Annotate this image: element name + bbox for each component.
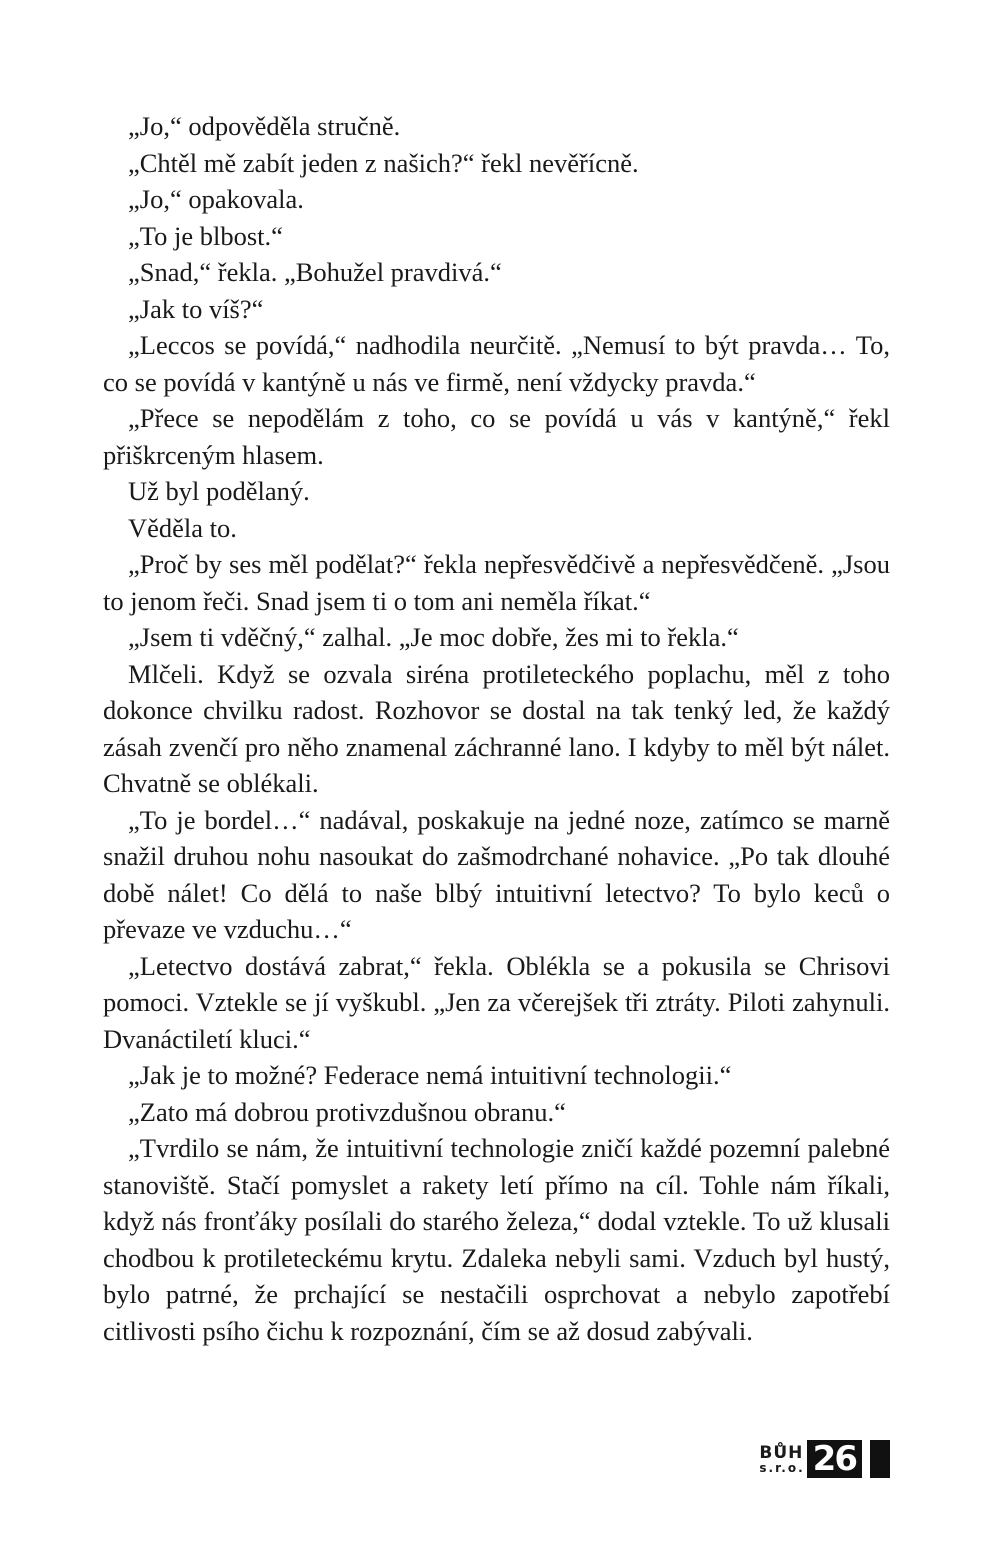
paragraph-18: „Tvrdilo se nám, že intuitivní technologie zničí každé pozemní palebné stanoviště. Stačí pomyslet a rakety letí přímo na cíl. Tohle nám říkali, když nás fronťáky posílali do starého železa,“ dodal vztekle. To už klusali chodbou k protileteckému krytu. Zdaleka nebyli sami. Vzduch byl hustý, bylo patrné, že prchající se nestačili osprchovat a nebylo zapotřebí citlivosti psího čichu k rozpoznání, čím se až dosud zabývali. xyxy=(103,1133,890,1346)
paragraph-7: „Leccos se povídá,“ nadhodila neurčitě. „Nemusí to být pravda… To, co se povídá v kantýně u nás ve firmě, není vždycky pravda.“ xyxy=(103,330,890,397)
page-footer xyxy=(759,1440,890,1478)
page-number: 26 xyxy=(807,1440,862,1478)
paragraph-11: „Proč by ses měl podělat?“ řekla nepřesvědčivě a nepřesvědčeně. „Jsou to jenom řeči. Snad jsem ti o tom ani neměla říkat.“ xyxy=(103,549,890,616)
paragraph-14: „To je bordel…“ nadával, poskakuje na jedné noze, zatímco se marně snažil druhou nohu nasoukat do zašmodrchané nohavice. „Po tak dlouhé době nálet! Co dělá to naše blbý intuitivní letectvo? To bylo keců o převaze ve vzduchu…“ xyxy=(103,804,890,944)
paragraph-8: „Přece se nepodělám z toho, co se povídá u vás v kantýně,“ řekl přiškrceným hlasem. xyxy=(103,403,890,470)
paragraph-12: „Jsem ti vděčný,“ zalhal. „Je moc dobře, žes mi to řekla.“ xyxy=(128,622,739,652)
paragraph-9: Už byl podělaný. xyxy=(128,476,310,506)
paragraph-15: „Letectvo dostává zabrat,“ řekla. Oblékla se a pokusila se Chrisovi pomoci. Vztekle se jí vyškubl. „Jen za včerejšek tři ztráty. Piloti zahynuli. Dvanáctiletí kluci.“ xyxy=(103,950,890,1054)
paragraph-4: „To je blbost.“ xyxy=(128,220,283,251)
paragraph-10: Věděla to. xyxy=(128,512,237,543)
paragraph-5: „Snad,“ řekla. „Bohužel pravdivá.“ xyxy=(128,257,502,287)
paragraph-6: „Jak to víš?“ xyxy=(128,293,264,324)
book-logo-title: BŮH xyxy=(759,1442,804,1463)
body-text xyxy=(103,108,890,1349)
book-logo xyxy=(759,1440,804,1478)
paragraph-2: „Chtěl mě zabít jeden z našich?“ řekl nevěřícně. xyxy=(128,147,639,178)
paragraph-13: Mlčeli. Když se ozvala siréna protileteckého poplachu, měl z toho dokonce chvilku radost. Rozhovor se dostal na tak tenký led, že každý zásah zvenčí pro něho znamenal záchranné lano. I kdyby to měl být nálet. Chvatně se oblékali. xyxy=(103,658,890,798)
footer-end-block xyxy=(870,1440,890,1478)
paragraph-3: „Jo,“ opakovala. xyxy=(128,184,304,214)
paragraph-16: „Jak je to možné? Federace nemá intuitivní technologii.“ xyxy=(128,1060,732,1090)
paragraph-1: „Jo,“ odpověděla stručně. xyxy=(128,111,401,141)
book-logo-subtitle: s.r.o. xyxy=(759,1460,805,1475)
paragraph-17: „Zato má dobrou protivzdušnou obranu.“ xyxy=(128,1096,566,1127)
